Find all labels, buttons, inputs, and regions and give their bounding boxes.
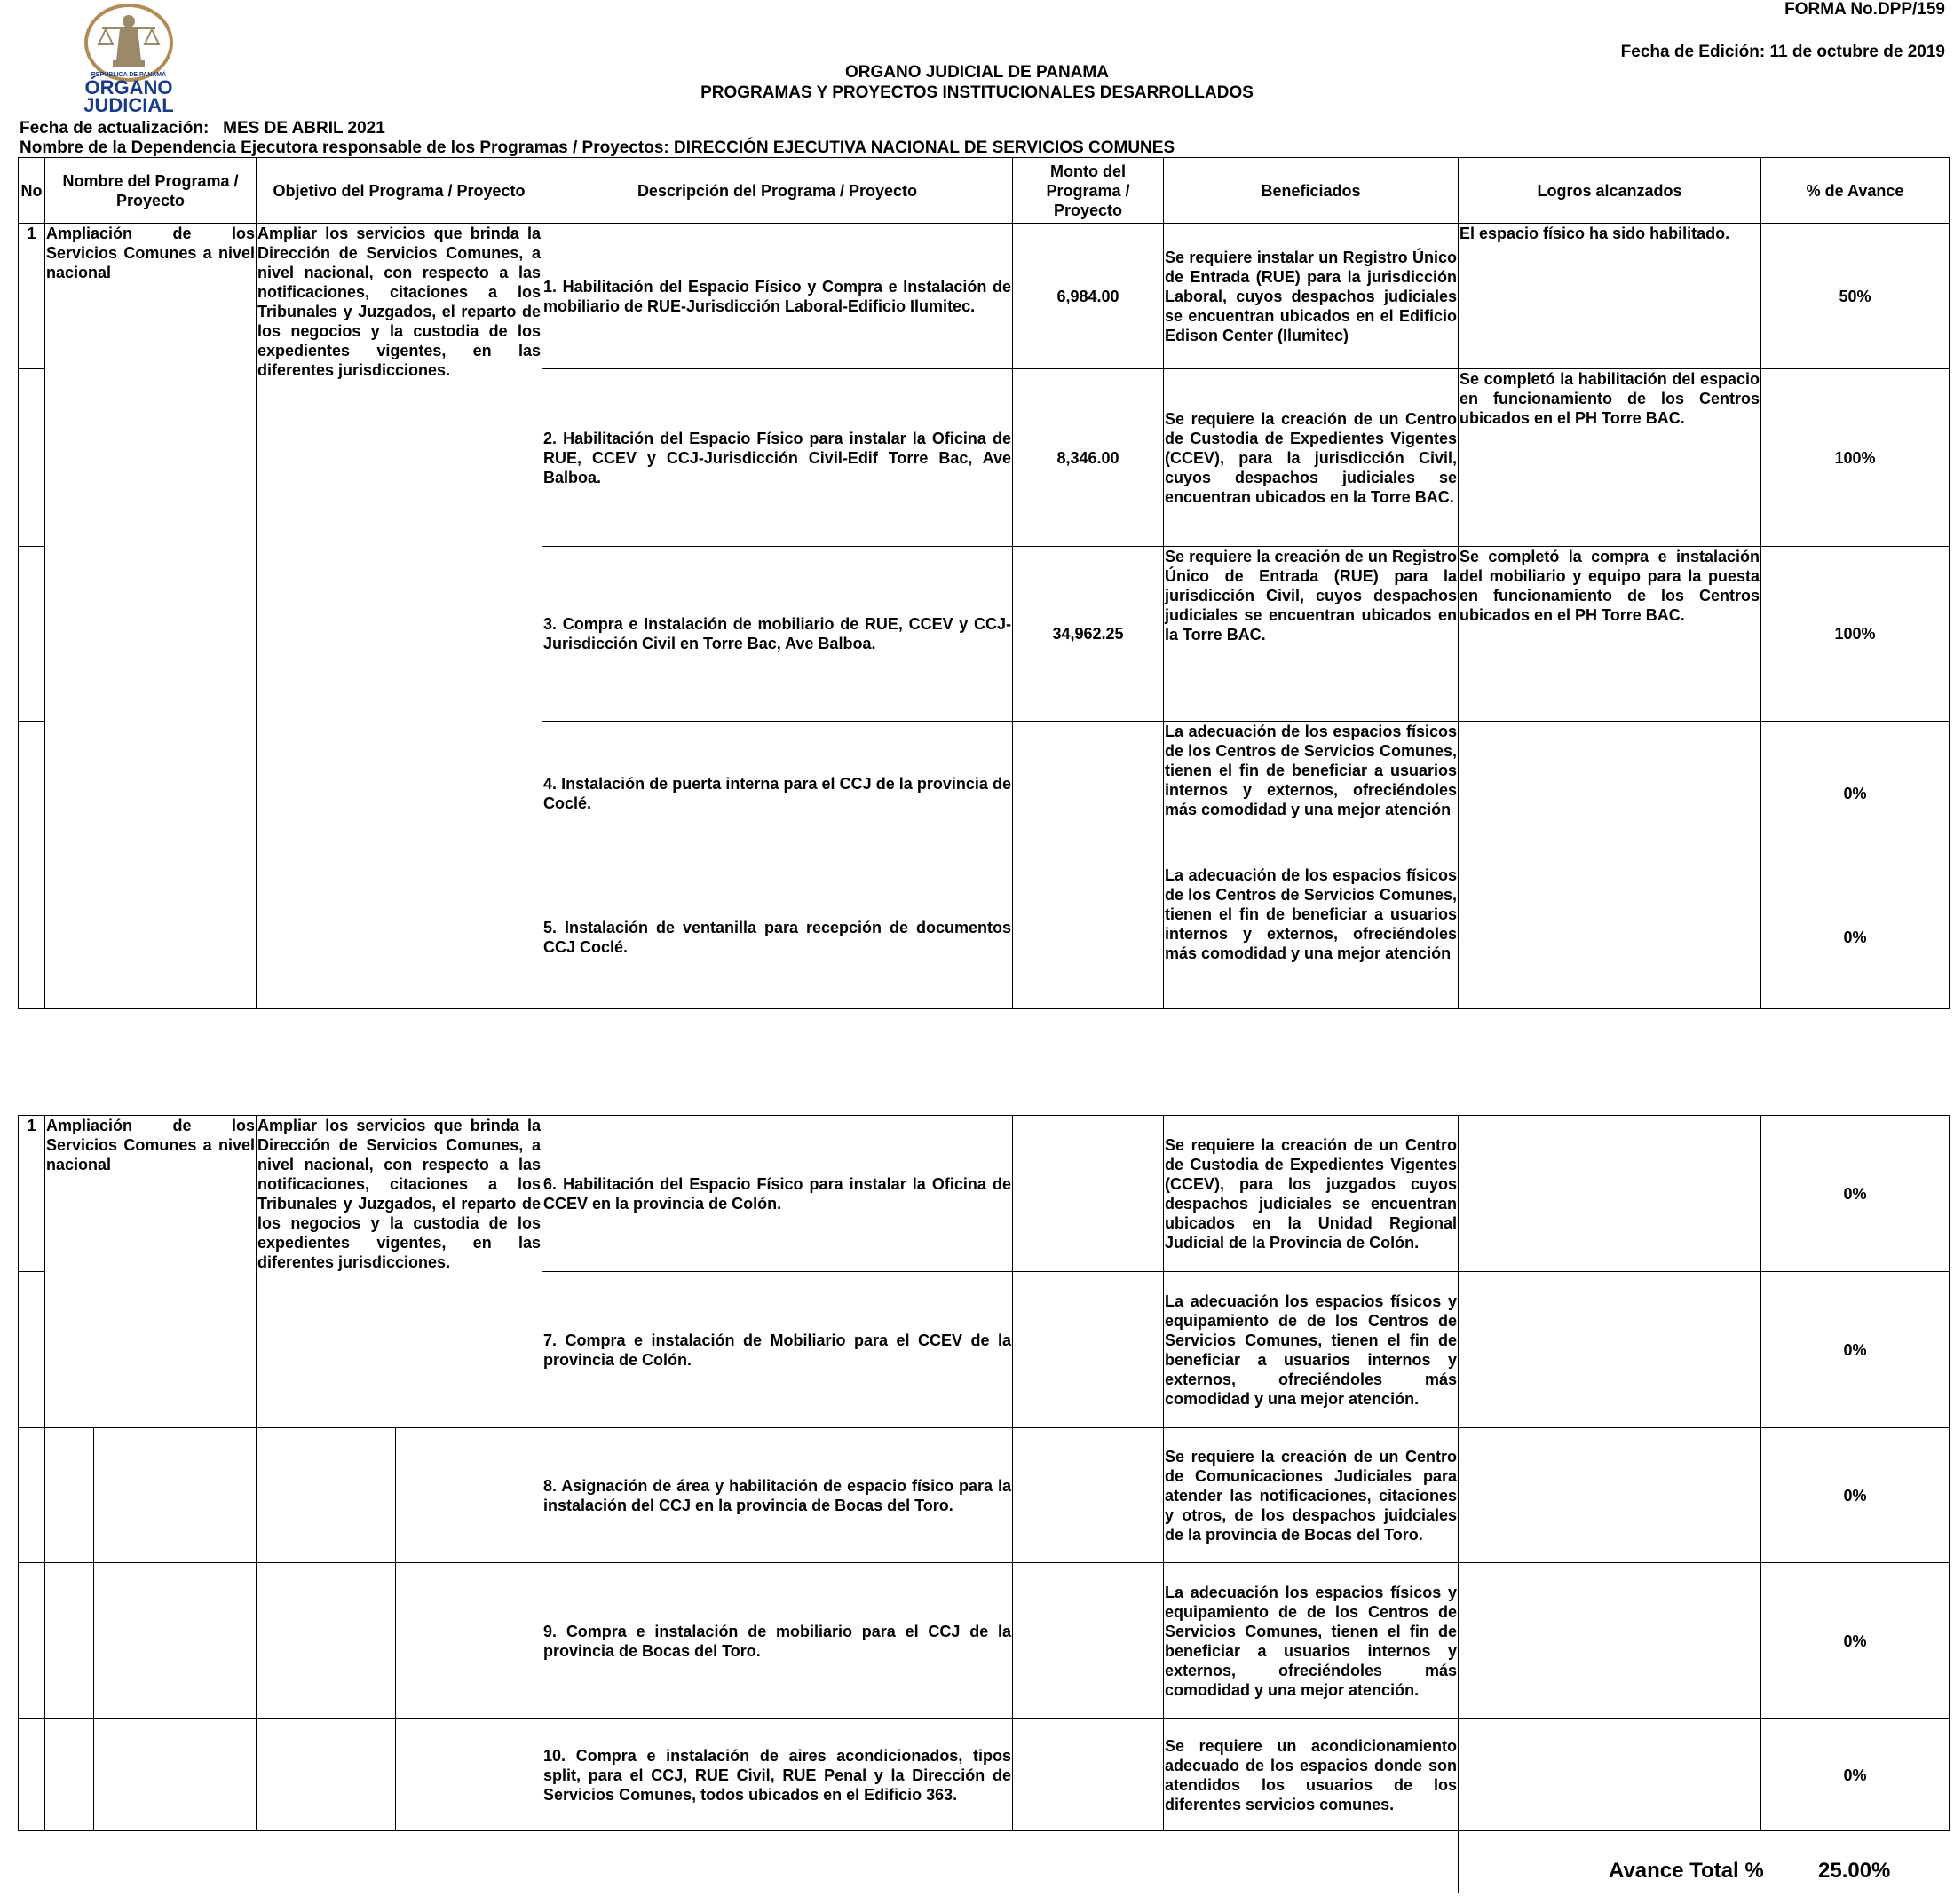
logo-text-organo: ÓRGANO: [84, 76, 173, 99]
project-achievements: [1459, 1428, 1761, 1563]
project-progress: 0%: [1761, 722, 1950, 865]
project-beneficiaries: Se requiere un acondicionamiento adecuado de los espacios donde son atendidos los usuarios de los diferentes servicios comunes.: [1164, 1719, 1459, 1831]
col-header-progress: % de Avance: [1761, 158, 1950, 224]
project-progress: 0%: [1761, 1428, 1950, 1563]
empty-cell: [94, 1428, 257, 1563]
project-description: 7. Compra e instalación de Mobiliario para el CCEV de la provincia de Colón.: [542, 1272, 1013, 1428]
project-description: 10. Compra e instalación de aires acondicionados, tipos split, para el CCJ, RUE Civil, RUE Penal y la Dirección de Servicios Comunes, todos ubicados en el Edificio 363.: [542, 1719, 1013, 1831]
empty-no-cell: [19, 865, 45, 1009]
total-label: Avance Total %: [1609, 1859, 1764, 1883]
logo-top-text: REPÚBLICA DE PANAMÁ: [91, 72, 167, 78]
project-achievements: Se completó la compra e instalación del mobiliario y equipo para la puesta en funcionamiento de los Centros ubicados en el PH Torre BAC.: [1459, 547, 1761, 722]
empty-no-cell: [19, 369, 45, 547]
project-description: 5. Instalación de ventanilla para recepción de documentos CCJ Coclé.: [542, 865, 1013, 1009]
project-progress: 0%: [1761, 1563, 1950, 1719]
project-amount: [1013, 1272, 1164, 1428]
project-beneficiaries: Se requiere la creación de un Centro de Comunicaciones Judiciales para atender las notificaciones, citaciones y otros, de los despachos juidciales de la provincia de Bocas del Toro.: [1164, 1428, 1459, 1563]
dependency-line: Nombre de la Dependencia Ejecutora responsable de los Programas / Proyectos: DIRECCIÓN EJECUTIVA NACIONAL DE SERVICIOS COMUNES: [20, 138, 1175, 157]
project-description: 8. Asignación de área y habilitación de espacio físico para la instalación del CCJ en la provincia de Bocas del Toro.: [542, 1428, 1013, 1563]
empty-cell: [396, 1563, 542, 1719]
col-header-no: No: [19, 158, 45, 224]
table-row: [19, 224, 1950, 369]
col-header-objective: Objetivo del Programa / Proyecto: [257, 158, 542, 224]
project-progress: 100%: [1761, 369, 1950, 547]
empty-cell: [19, 1428, 45, 1563]
project-amount: 8,346.00: [1013, 369, 1164, 547]
project-amount: [1013, 1563, 1164, 1719]
project-achievements: [1459, 1272, 1761, 1428]
project-description: 1. Habilitación del Espacio Físico y Compra e Instalación de mobiliario de RUE-Jurisdicción Laboral-Edificio Ilumitec.: [542, 224, 1013, 369]
col-header-achievements: Logros alcanzados: [1459, 158, 1761, 224]
project-description: 9. Compra e instalación de mobiliario para el CCJ de la provincia de Bocas del Toro.: [542, 1563, 1013, 1719]
project-progress: 100%: [1761, 547, 1950, 722]
empty-cell: [396, 1428, 542, 1563]
project-amount: 6,984.00: [1013, 224, 1164, 369]
table-row: [19, 1563, 1950, 1719]
table-row: [19, 1719, 1950, 1831]
update-value: MES DE ABRIL 2021: [223, 119, 385, 138]
project-progress: 0%: [1761, 1719, 1950, 1831]
total-spacer: [19, 1831, 1459, 1893]
update-date-line: [20, 119, 385, 138]
project-achievements: [1459, 1719, 1761, 1831]
table-row: [19, 1428, 1950, 1563]
project-amount: [1013, 722, 1164, 865]
col-header-beneficiaries: Beneficiados: [1164, 158, 1459, 224]
empty-cell: [94, 1719, 257, 1831]
col-header-amount: Monto del Programa / Proyecto: [1013, 158, 1164, 224]
project-amount: 34,962.25: [1013, 547, 1164, 722]
projects-table-2: [18, 1115, 1950, 1893]
edition-date: Fecha de Edición: 11 de octubre de 2019: [1620, 43, 1945, 61]
empty-cell: [45, 1719, 94, 1831]
empty-no-cell: [19, 547, 45, 722]
project-amount: [1013, 1428, 1164, 1563]
program-no: 1: [19, 224, 45, 369]
project-amount: [1013, 1116, 1164, 1272]
empty-no-cell: [19, 1272, 45, 1428]
project-beneficiaries: Se requiere la creación de un Centro de Custodia de Expedientes Vigentes (CCEV), para los juzgados cuyos despachos judiciales se encuentran ubicados en la Unidad Regional Judicial de la Provincia de Colón.: [1164, 1116, 1459, 1272]
empty-cell: [45, 1563, 94, 1719]
project-description: 3. Compra e Instalación de mobiliario de RUE, CCEV y CCJ-Jurisdicción Civil en Torre Bac, Ave Balboa.: [542, 547, 1013, 722]
logo-text-judicial: JUDICIAL: [83, 94, 174, 115]
empty-cell: [396, 1719, 542, 1831]
project-beneficiaries: La adecuación de los espacios físicos de los Centros de Servicios Comunes, tienen el fin de beneficiar a usuarios internos y externos, ofreciéndoles más comodidad y una mejor atención: [1164, 722, 1459, 865]
project-achievements: El espacio físico ha sido habilitado.: [1459, 224, 1761, 369]
project-progress: 0%: [1761, 865, 1950, 1009]
empty-cell: [45, 1428, 94, 1563]
project-beneficiaries: Se requiere la creación de un Centro de Custodia de Expedientes Vigentes (CCEV), para la jurisdicción Civil, cuyos despachos judiciales se encuentran ubicados en la Torre BAC.: [1164, 369, 1459, 547]
project-achievements: [1459, 865, 1761, 1009]
project-amount: [1013, 865, 1164, 1009]
project-description: 2. Habilitación del Espacio Físico para instalar la Oficina de RUE, CCEV y CCJ-Jurisdicción Civil-Edif Torre Bac, Ave Balboa.: [542, 369, 1013, 547]
page-title: [0, 62, 1954, 103]
project-beneficiaries: La adecuación de los espacios físicos de los Centros de Servicios Comunes, tienen el fin de beneficiar a usuarios internos y externos, ofreciéndoles más comodidad y una mejor atención: [1164, 865, 1459, 1009]
program-no: 1: [19, 1116, 45, 1272]
empty-cell: [94, 1563, 257, 1719]
update-label: Fecha de actualización:: [20, 119, 210, 138]
project-progress: 50%: [1761, 224, 1950, 369]
empty-no-cell: [19, 722, 45, 865]
total-value: 25.00%: [1818, 1859, 1891, 1883]
program-objective: Ampliar los servicios que brinda la Dirección de Servicios Comunes, a nivel nacional, con respecto a las notificaciones, citaciones a los Tribunales y Juzgados, el reparto de los negocios y la custodia de los expedientes vigentes, en las diferentes jurisdicciones.: [257, 224, 542, 1009]
col-header-description: Descripción del Programa / Proyecto: [542, 158, 1013, 224]
project-progress: 0%: [1761, 1116, 1950, 1272]
program-name: Ampliación de los Servicios Comunes a nivel nacional: [45, 224, 257, 1009]
empty-cell: [257, 1719, 396, 1831]
project-amount: [1013, 1719, 1164, 1831]
project-beneficiaries: La adecuación los espacios físicos y equipamiento de de los Centros de Servicios Comunes, tienen el fin de beneficiar a usuarios internos y externos, ofreciéndoles más comodidad y una mejor atención.: [1164, 1272, 1459, 1428]
title-line-2: PROGRAMAS Y PROYECTOS INSTITUCIONALES DESARROLLADOS: [700, 83, 1254, 102]
project-progress: 0%: [1761, 1272, 1950, 1428]
empty-cell: [257, 1563, 396, 1719]
col-header-name: Nombre del Programa / Proyecto: [45, 158, 257, 224]
project-description: 6. Habilitación del Espacio Físico para instalar la Oficina de CCEV en la provincia de Colón.: [542, 1116, 1013, 1272]
project-achievements: Se completó la habilitación del espacio en funcionamiento de los Centros ubicados en el PH Torre BAC.: [1459, 369, 1761, 547]
projects-table-1: [18, 157, 1950, 1009]
project-beneficiaries: Se requiere instalar un Registro Único de Entrada (RUE) para la jurisdicción Laboral, cuyos despachos judiciales se encuentran ubicados en el Edificio Edison Center (Ilumitec): [1164, 224, 1459, 369]
program-name: Ampliación de los Servicios Comunes a nivel nacional: [45, 1116, 257, 1428]
project-beneficiaries: La adecuación los espacios físicos y equipamiento de de los Centros de Servicios Comunes, tienen el fin de beneficiar a usuarios internos y externos, ofreciéndoles más comodidad y una mejor atención.: [1164, 1563, 1459, 1719]
title-line-1: ORGANO JUDICIAL DE PANAMA: [845, 63, 1109, 82]
table-header-row: [19, 158, 1950, 224]
empty-cell: [257, 1428, 396, 1563]
empty-cell: [19, 1563, 45, 1719]
program-objective: Ampliar los servicios que brinda la Dirección de Servicios Comunes, a nivel nacional, con respecto a las notificaciones, citaciones a los Tribunales y Juzgados, el reparto de los negocios y la custodia de los expedientes vigentes, en las diferentes jurisdicciones.: [257, 1116, 542, 1428]
table-row: [19, 1116, 1950, 1272]
project-beneficiaries: Se requiere la creación de un Registro Único de Entrada (RUE) para la jurisdicción Civil, cuyos despachos judiciales se encuentran ubicados en la Torre BAC.: [1164, 547, 1459, 722]
project-description: 4. Instalación de puerta interna para el CCJ de la provincia de Coclé.: [542, 722, 1013, 865]
project-achievements: [1459, 1563, 1761, 1719]
empty-cell: [19, 1719, 45, 1831]
project-achievements: [1459, 1116, 1761, 1272]
form-number: FORMA No.DPP/159: [1784, 0, 1945, 19]
project-achievements: [1459, 722, 1761, 865]
